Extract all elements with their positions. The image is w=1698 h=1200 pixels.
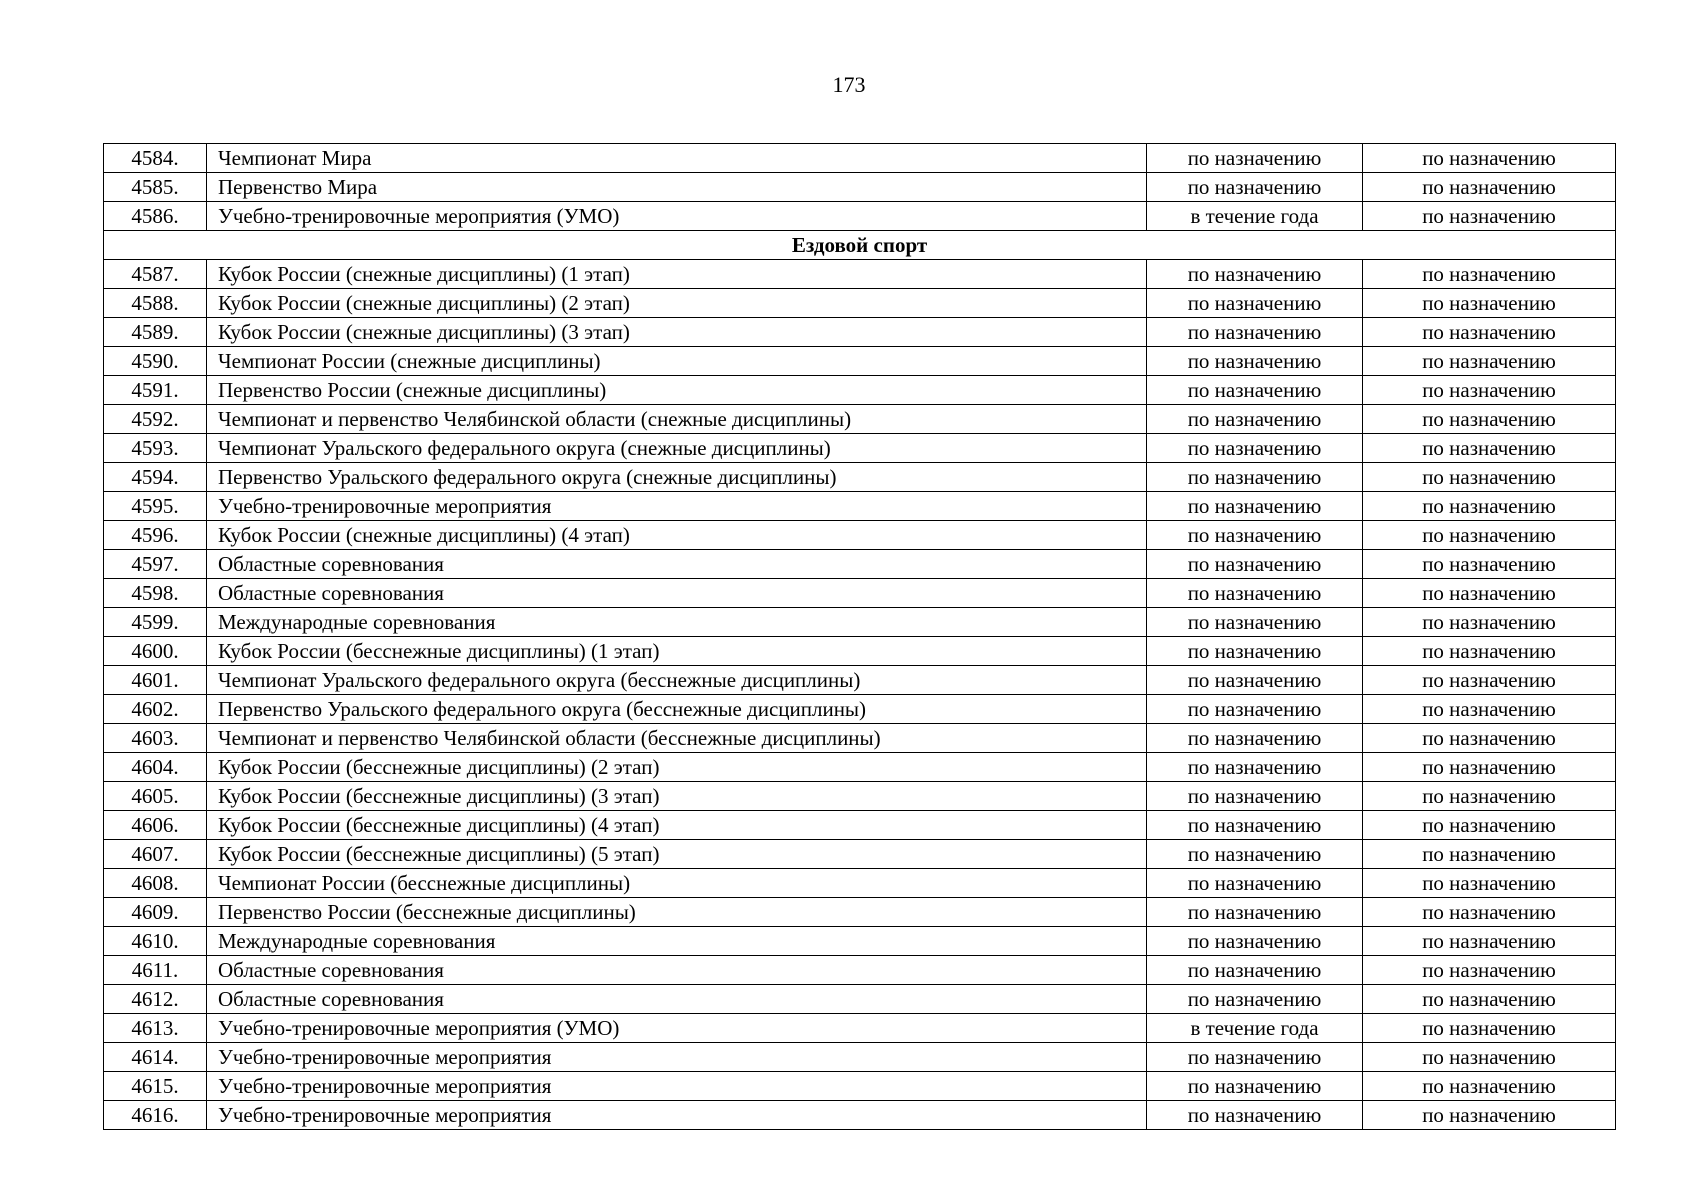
table-row	[104, 695, 1616, 724]
event-name-cell: Первенство России (снежные дисциплины)	[207, 376, 1147, 405]
event-term-cell: по назначению	[1147, 289, 1363, 318]
table-row	[104, 289, 1616, 318]
row-number-cell: 4607.	[104, 840, 207, 869]
event-name-cell: Чемпионат России (бесснежные дисциплины)	[207, 869, 1147, 898]
event-name-cell: Областные соревнования	[207, 985, 1147, 1014]
table-row	[104, 318, 1616, 347]
section-title: Ездовой спорт	[104, 231, 1616, 260]
event-term-cell: по назначению	[1147, 434, 1363, 463]
event-term-cell: по назначению	[1147, 1101, 1363, 1130]
event-place-cell: по назначению	[1363, 144, 1616, 173]
event-term-cell: по назначению	[1147, 753, 1363, 782]
event-name-cell: Кубок России (бесснежные дисциплины) (1 этап)	[207, 637, 1147, 666]
row-number-cell: 4604.	[104, 753, 207, 782]
event-term-cell: по назначению	[1147, 985, 1363, 1014]
event-name-cell: Чемпионат Уральского федерального округа (снежные дисциплины)	[207, 434, 1147, 463]
event-name-cell: Учебно-тренировочные мероприятия	[207, 1072, 1147, 1101]
event-name-cell: Первенство России (бесснежные дисциплины)	[207, 898, 1147, 927]
row-number-cell: 4601.	[104, 666, 207, 695]
table-row	[104, 144, 1616, 173]
event-place-cell: по назначению	[1363, 492, 1616, 521]
event-name-cell: Чемпионат России (снежные дисциплины)	[207, 347, 1147, 376]
table-row	[104, 376, 1616, 405]
event-term-cell: по назначению	[1147, 637, 1363, 666]
event-term-cell: по назначению	[1147, 840, 1363, 869]
event-term-cell: по назначению	[1147, 405, 1363, 434]
event-place-cell: по назначению	[1363, 434, 1616, 463]
page-number: 173	[832, 72, 866, 97]
event-place-cell: по назначению	[1363, 637, 1616, 666]
event-name-cell: Кубок России (снежные дисциплины) (3 этап)	[207, 318, 1147, 347]
event-name-cell: Чемпионат и первенство Челябинской области (снежные дисциплины)	[207, 405, 1147, 434]
event-term-cell: по назначению	[1147, 927, 1363, 956]
event-term-cell: по назначению	[1147, 144, 1363, 173]
event-place-cell: по назначению	[1363, 898, 1616, 927]
event-place-cell: по назначению	[1363, 811, 1616, 840]
row-number-cell: 4615.	[104, 1072, 207, 1101]
event-name-cell: Кубок России (бесснежные дисциплины) (5 этап)	[207, 840, 1147, 869]
table-row	[104, 869, 1616, 898]
event-term-cell: по назначению	[1147, 666, 1363, 695]
event-name-cell: Кубок России (снежные дисциплины) (4 этап)	[207, 521, 1147, 550]
event-place-cell: по назначению	[1363, 550, 1616, 579]
event-place-cell: по назначению	[1363, 608, 1616, 637]
table-row	[104, 405, 1616, 434]
table-row	[104, 579, 1616, 608]
event-name-cell: Учебно-тренировочные мероприятия (УМО)	[207, 202, 1147, 231]
row-number-cell: 4608.	[104, 869, 207, 898]
event-name-cell: Кубок России (снежные дисциплины) (1 этап)	[207, 260, 1147, 289]
event-term-cell: в течение года	[1147, 202, 1363, 231]
event-term-cell: по назначению	[1147, 579, 1363, 608]
event-name-cell: Кубок России (бесснежные дисциплины) (4 этап)	[207, 811, 1147, 840]
table-row	[104, 463, 1616, 492]
event-place-cell: по назначению	[1363, 173, 1616, 202]
event-place-cell: по назначению	[1363, 376, 1616, 405]
row-number-cell: 4611.	[104, 956, 207, 985]
event-name-cell: Кубок России (бесснежные дисциплины) (3 этап)	[207, 782, 1147, 811]
event-term-cell: по назначению	[1147, 318, 1363, 347]
table-row	[104, 956, 1616, 985]
event-term-cell: по назначению	[1147, 724, 1363, 753]
event-term-cell: по назначению	[1147, 1043, 1363, 1072]
event-place-cell: по назначению	[1363, 318, 1616, 347]
section-header-row	[104, 231, 1616, 260]
row-number-cell: 4596.	[104, 521, 207, 550]
event-term-cell: по назначению	[1147, 782, 1363, 811]
event-place-cell: по назначению	[1363, 927, 1616, 956]
event-name-cell: Международные соревнования	[207, 927, 1147, 956]
row-number-cell: 4586.	[104, 202, 207, 231]
event-term-cell: по назначению	[1147, 956, 1363, 985]
table-row	[104, 898, 1616, 927]
row-number-cell: 4584.	[104, 144, 207, 173]
table-row	[104, 1043, 1616, 1072]
event-name-cell: Областные соревнования	[207, 956, 1147, 985]
event-term-cell: по назначению	[1147, 521, 1363, 550]
row-number-cell: 4605.	[104, 782, 207, 811]
event-term-cell: по назначению	[1147, 608, 1363, 637]
event-place-cell: по назначению	[1363, 405, 1616, 434]
row-number-cell: 4595.	[104, 492, 207, 521]
event-place-cell: по назначению	[1363, 202, 1616, 231]
event-place-cell: по назначению	[1363, 521, 1616, 550]
table-row	[104, 782, 1616, 811]
event-place-cell: по назначению	[1363, 782, 1616, 811]
event-place-cell: по назначению	[1363, 260, 1616, 289]
event-term-cell: по назначению	[1147, 173, 1363, 202]
row-number-cell: 4591.	[104, 376, 207, 405]
event-name-cell: Первенство Мира	[207, 173, 1147, 202]
events-table-body	[104, 144, 1616, 1130]
event-name-cell: Учебно-тренировочные мероприятия	[207, 492, 1147, 521]
table-row	[104, 347, 1616, 376]
row-number-cell: 4612.	[104, 985, 207, 1014]
table-row	[104, 840, 1616, 869]
table-row	[104, 666, 1616, 695]
table-row	[104, 1014, 1616, 1043]
event-name-cell: Областные соревнования	[207, 579, 1147, 608]
event-name-cell: Чемпионат Уральского федерального округа (бесснежные дисциплины)	[207, 666, 1147, 695]
event-term-cell: по назначению	[1147, 869, 1363, 898]
event-name-cell: Первенство Уральского федерального округа (снежные дисциплины)	[207, 463, 1147, 492]
row-number-cell: 4613.	[104, 1014, 207, 1043]
event-place-cell: по назначению	[1363, 695, 1616, 724]
event-place-cell: по назначению	[1363, 956, 1616, 985]
event-place-cell: по назначению	[1363, 724, 1616, 753]
table-row	[104, 927, 1616, 956]
event-name-cell: Учебно-тренировочные мероприятия	[207, 1101, 1147, 1130]
row-number-cell: 4598.	[104, 579, 207, 608]
event-place-cell: по назначению	[1363, 463, 1616, 492]
table-row	[104, 753, 1616, 782]
row-number-cell: 4610.	[104, 927, 207, 956]
event-term-cell: по назначению	[1147, 1072, 1363, 1101]
table-row	[104, 637, 1616, 666]
event-place-cell: по назначению	[1363, 1072, 1616, 1101]
event-name-cell: Чемпионат и первенство Челябинской области (бесснежные дисциплины)	[207, 724, 1147, 753]
row-number-cell: 4589.	[104, 318, 207, 347]
row-number-cell: 4602.	[104, 695, 207, 724]
event-term-cell: в течение года	[1147, 1014, 1363, 1043]
events-table	[103, 143, 1616, 1130]
row-number-cell: 4609.	[104, 898, 207, 927]
table-row	[104, 260, 1616, 289]
event-name-cell: Учебно-тренировочные мероприятия (УМО)	[207, 1014, 1147, 1043]
table-row	[104, 550, 1616, 579]
event-name-cell: Кубок России (снежные дисциплины) (2 этап)	[207, 289, 1147, 318]
row-number-cell: 4616.	[104, 1101, 207, 1130]
table-row	[104, 492, 1616, 521]
table-row	[104, 521, 1616, 550]
event-name-cell: Учебно-тренировочные мероприятия	[207, 1043, 1147, 1072]
table-row	[104, 724, 1616, 753]
event-name-cell: Международные соревнования	[207, 608, 1147, 637]
table-row	[104, 1101, 1616, 1130]
row-number-cell: 4606.	[104, 811, 207, 840]
event-term-cell: по назначению	[1147, 550, 1363, 579]
row-number-cell: 4593.	[104, 434, 207, 463]
row-number-cell: 4587.	[104, 260, 207, 289]
row-number-cell: 4588.	[104, 289, 207, 318]
row-number-cell: 4599.	[104, 608, 207, 637]
table-row	[104, 1072, 1616, 1101]
event-term-cell: по назначению	[1147, 376, 1363, 405]
event-place-cell: по назначению	[1363, 579, 1616, 608]
event-term-cell: по назначению	[1147, 463, 1363, 492]
event-place-cell: по назначению	[1363, 666, 1616, 695]
row-number-cell: 4590.	[104, 347, 207, 376]
event-place-cell: по назначению	[1363, 869, 1616, 898]
event-term-cell: по назначению	[1147, 492, 1363, 521]
row-number-cell: 4597.	[104, 550, 207, 579]
event-term-cell: по назначению	[1147, 347, 1363, 376]
event-name-cell: Областные соревнования	[207, 550, 1147, 579]
table-row	[104, 173, 1616, 202]
row-number-cell: 4614.	[104, 1043, 207, 1072]
event-name-cell: Первенство Уральского федерального округа (бесснежные дисциплины)	[207, 695, 1147, 724]
event-place-cell: по назначению	[1363, 1014, 1616, 1043]
table-row	[104, 434, 1616, 463]
event-place-cell: по назначению	[1363, 1101, 1616, 1130]
table-row	[104, 608, 1616, 637]
event-place-cell: по назначению	[1363, 1043, 1616, 1072]
event-term-cell: по назначению	[1147, 898, 1363, 927]
event-term-cell: по назначению	[1147, 260, 1363, 289]
event-term-cell: по назначению	[1147, 695, 1363, 724]
event-place-cell: по назначению	[1363, 840, 1616, 869]
event-term-cell: по назначению	[1147, 811, 1363, 840]
event-name-cell: Кубок России (бесснежные дисциплины) (2 этап)	[207, 753, 1147, 782]
event-place-cell: по назначению	[1363, 289, 1616, 318]
event-place-cell: по назначению	[1363, 985, 1616, 1014]
row-number-cell: 4585.	[104, 173, 207, 202]
event-name-cell: Чемпионат Мира	[207, 144, 1147, 173]
event-place-cell: по назначению	[1363, 753, 1616, 782]
row-number-cell: 4600.	[104, 637, 207, 666]
event-place-cell: по назначению	[1363, 347, 1616, 376]
table-row	[104, 202, 1616, 231]
row-number-cell: 4603.	[104, 724, 207, 753]
row-number-cell: 4594.	[104, 463, 207, 492]
table-row	[104, 985, 1616, 1014]
row-number-cell: 4592.	[104, 405, 207, 434]
table-row	[104, 811, 1616, 840]
